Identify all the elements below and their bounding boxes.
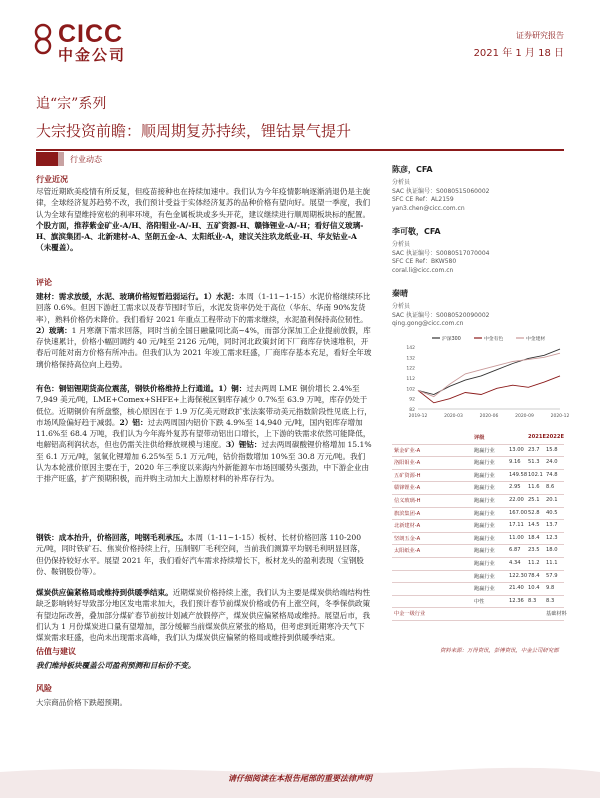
x-tick-label: 2020-06 <box>479 414 499 419</box>
table-row <box>392 508 564 520</box>
table-cell: 8.3 <box>528 597 537 604</box>
section-heading-valuation: 估值与建议 <box>36 647 76 656</box>
table-cell: 10.4 <box>528 585 540 592</box>
table-cell: 52.8 <box>528 509 540 516</box>
y-tick-label: 92 <box>409 397 415 403</box>
table-cell: 跑赢行业 <box>474 460 495 467</box>
metals-text-b: 过去两周国内铝价下跌 4.9%至 14,940 元/吨，国内铝库存增加 11.6%至 68.4 万吨，我们认为今年海外复苏有望带动铝出口增长，上下游的铁需求依然可能降低，电解铝高利润状态，但也仍需关注供给释放规模与速度。 <box>36 417 371 450</box>
table-cell: 跑赢行业 <box>474 535 495 542</box>
table-cell: 40.5 <box>546 509 558 516</box>
table-cell: 跑赢行业 <box>474 472 495 479</box>
metals-num2: 2）铝： <box>119 417 148 427</box>
table-cell: 122.30 <box>509 572 528 579</box>
author-sac: SAC 执证编号：S0080515060002 <box>392 187 490 195</box>
table-cell: 25.1 <box>528 497 540 503</box>
table-header-row <box>392 432 564 444</box>
table-row <box>392 608 567 620</box>
y-tick-label: 142 <box>406 346 415 351</box>
table-cell: 8.6 <box>546 484 555 491</box>
table-cell: 12.3 <box>546 534 558 541</box>
title-divider <box>36 149 564 151</box>
table-row <box>392 457 564 469</box>
review-para-steel <box>36 532 372 577</box>
metals-text-c: 过去两周碳酸锂价格增加 15.1%至 6.1 万元/吨，氢氧化锂增加 6.25%至 5.1 万元/吨，钴价指数增加 10%至 30.8 万元/吨。我们认为本轮涨价原因主要在于，2020 年三季度以来海内外新能源车市场回暖势头强劲，中下游企业由于排产旺盛，扩产预期积极，而并购主动加大上游原材料的补库存行为。 <box>36 440 372 484</box>
table-cell: 17.11 <box>509 522 524 529</box>
table-cell: 51.3 <box>528 459 540 466</box>
tag-marker <box>36 152 58 166</box>
legend-label: 中金建材 <box>526 337 546 342</box>
table-cell: 4.34 <box>509 560 521 566</box>
review-para-building <box>36 291 372 370</box>
section-heading-recent: 行业近况 <box>36 175 68 184</box>
table-cell: 中性 <box>474 598 485 605</box>
table-cell: 8.3 <box>546 597 555 604</box>
y-tick-label: 82 <box>409 408 415 413</box>
table-cell: 太阳纸业-A <box>394 548 421 555</box>
table-cell: 23.5 <box>528 547 540 554</box>
table-cell: 评级 <box>474 435 485 441</box>
tag-marker-light <box>58 152 64 166</box>
author-card <box>392 288 489 329</box>
table-row <box>392 558 564 570</box>
table-cell: 跑赢行业 <box>474 523 495 530</box>
table-cell: 9.8 <box>546 585 555 592</box>
table-cell: 跑赢行业 <box>474 573 495 580</box>
table-cell: 102.1 <box>528 471 543 478</box>
review-para-coal <box>36 587 372 643</box>
table-cell: 跑赢行业 <box>474 561 495 567</box>
metals-num3: 3）锂钴： <box>225 440 262 450</box>
table-cell: 2021E <box>528 434 546 440</box>
table-row <box>392 571 564 583</box>
report-date: 2021 年 1 月 18 日 <box>473 48 564 59</box>
recent-paragraph <box>36 186 372 254</box>
legend-label: 中金有色 <box>484 337 504 342</box>
table-row <box>392 533 564 545</box>
logo-text-en: CICC <box>58 20 124 48</box>
table-rule <box>392 620 564 621</box>
series-line-3 <box>418 353 560 396</box>
y-tick-label: 102 <box>406 387 415 393</box>
steel-lead: 钢铁：成本抬升，价格回落，吨钢毛利承压。 <box>36 533 188 542</box>
right-source-note: 资料来源：万得资讯，彭博资讯，中金公司研究部 <box>440 648 559 654</box>
metals-num1: 1）铜： <box>218 384 247 393</box>
author-role: 分析员 <box>392 303 411 310</box>
building-num2: 2）玻璃： <box>36 325 72 335</box>
table-row <box>392 445 564 457</box>
table-cell: 跑赢行业 <box>474 586 495 593</box>
table-cell: 57.9 <box>546 572 558 579</box>
table-row <box>392 495 564 507</box>
steel-text: 本周（1-11~1-15）板材、长材价格回落 110-200 元/吨，同时铁矿石、焦炭价格持续上行，压制钢厂毛利空间，当前我们测算平均钢毛利明显回落，但仍保持较好水平。展望 2021 年，我们看好汽车需求持续增长下，板材龙头的盈利表现（宝钢股份、鞍钢股份等）。 <box>36 533 366 576</box>
table-cell: 坚朗五金-A <box>394 535 421 542</box>
table-row <box>392 583 564 595</box>
table-cell: 旗滨集团-A <box>394 510 421 517</box>
table-cell: 赣锋锂业-A <box>394 485 421 492</box>
table-row <box>392 482 564 494</box>
table-cell: 跑赢行业 <box>474 447 495 454</box>
picks-label: 个股方面， <box>36 220 74 230</box>
table-cell: 紫金矿业-A <box>394 447 421 454</box>
table-cell: 21.40 <box>509 585 524 592</box>
author-sac: SAC 执证编号：S0080520090002 <box>392 311 490 319</box>
table-cell: 24.0 <box>546 459 558 466</box>
risk-text: 大宗商品价格下跌超预期。 <box>36 698 128 707</box>
building-lead: 建材：需求放缓，水泥、玻璃价格短暂趋弱运行。 <box>36 292 204 301</box>
table-cell: 18.0 <box>546 547 558 554</box>
y-tick-label: 112 <box>406 377 415 382</box>
author-sfc: SFC CE Ref：AL2159 <box>392 196 454 203</box>
author-sfc: SFC CE Ref：BKW580 <box>392 258 457 265</box>
table-row <box>392 520 564 532</box>
y-tick-label: 132 <box>406 356 415 362</box>
table-cell: 78.4 <box>528 572 540 579</box>
x-tick-label: 2019-12 <box>408 414 428 419</box>
table-cell: 11.00 <box>509 534 524 541</box>
footer-disclaimer: 请仔细阅读在本报告尾部的重要法律声明 <box>228 774 372 783</box>
recent-text: 尽管近期欧美疫情有所反复，但疫苗接种也在持续加速中。我们认为今年疫情影响逐渐消退仍是主旋律，全球经济复苏趋势不改，我们预计受益于实体经济复苏的品种价格有望向好。展望一季度，我们认为全球有望维持宽松的利率环境，有色金属板块或多头开花，建议继续进行顺周期板块标的配置。 <box>36 187 371 219</box>
table-cell: 15.8 <box>546 446 558 453</box>
table-cell: 149.58 <box>509 471 528 478</box>
table-cell: 23.7 <box>528 446 540 453</box>
table-cell: 11.2 <box>528 560 540 566</box>
author-email[interactable]: qing.gong@cicc.com.cn <box>392 320 464 327</box>
table-cell: 跑赢行业 <box>474 548 495 555</box>
author-card <box>392 226 489 275</box>
performance-chart <box>392 333 570 423</box>
coal-text: 近期煤炭价格持续上涨，我们认为主要是煤炭供给端结构性缺乏影响转好导致部分地区发电需求加大，我们预计春节前煤炭价格或仍有上涨空间，冬季保供政策有望边际改善，叠加部分煤矿春节前按计划减产放假停产，煤炭供应偏紧格局或维持。展望后市，我们认为 1 月份煤炭进口量有望增加，部分缓解当前煤炭供应紧张的格局，但考虑到近期寒冷天气下煤炭需求旺盛，也尚未出现需求高峰，我们认为煤炭供应偏紧的格局或维持到供暖季结束。 <box>36 588 371 643</box>
table-cell: 74.8 <box>546 471 558 478</box>
author-name: 陈彦，CFA <box>392 165 433 174</box>
table-cell: 11.1 <box>546 560 558 566</box>
table-cell: 北新建材-A <box>394 523 421 530</box>
section-heading-review: 评论 <box>36 278 52 287</box>
series-line-1 <box>418 349 560 394</box>
metals-text-a: 过去两周 LME 铜价增长 2.4%至 7,949 美元/吨，LME+Comex+SHFE+上海保税区铜库存减少 0.7%至 63.9 万吨，库存仍处于低位。近期铜价有所盘整，核心原因在于 1.9 万亿美元财政扩张法案带动美元指数阶段性见底上行，市场风险偏好趋于减弱。 <box>36 384 372 427</box>
table-cell: 中金一级行业 <box>394 611 426 618</box>
x-tick-label: 2020-03 <box>444 414 463 419</box>
table-cell: 13.7 <box>546 522 558 529</box>
building-text-a: 本周（1-11~1-15）水泥价格继续环比回落 0.6%。但因下游赶工需求以及春节囤时节后，水泥发货率仍处于高位（华东、华南 90%发货率），熟料价格仍未降价。我们看好 2021 年重点工程带动下的需求继续，水泥盈利保持高位韧性。 <box>36 292 371 324</box>
report-type: 证券研究报告 <box>516 31 564 40</box>
table-cell: 11.6 <box>528 484 540 491</box>
table-cell: 跑赢行业 <box>474 498 495 504</box>
author-role: 分析员 <box>392 179 411 186</box>
cicc-logo-mark-icon <box>32 22 54 56</box>
author-role: 分析员 <box>392 241 411 248</box>
building-num1: 1）水泥： <box>203 292 239 301</box>
table-cell: 跑赢行业 <box>474 485 495 492</box>
series-line-2 <box>418 376 560 403</box>
table-cell: 6.87 <box>509 547 521 554</box>
coal-lead: 煤炭供应偏紧格局或维持到供暖季结束。 <box>36 588 173 597</box>
legend-label: 沪深300 <box>442 337 461 342</box>
table-cell: 洛阳钼业-A <box>394 460 421 467</box>
table-cell: 9.16 <box>509 459 521 466</box>
x-tick-label: 2020-09 <box>515 414 534 419</box>
building-text-b: 1 月寒潮下需求回落，同时当前全国日融量同比高~4%，而部分深加工企业提前放假，库存快速累计，价格小幅回调约 40 元/吨至 2126 元/吨，同时河北政策封闭下厂商库存快速堆积，开春后可能对南方价格有所冲击。但我们认为 2021 年竣工需求旺盛，厂商库存基本充足，看好全年玻璃价格保持高位向上趋势。 <box>36 325 372 369</box>
table-row <box>392 545 564 557</box>
logo-text-cn: 中金公司 <box>58 46 127 64</box>
table-cell: 22.00 <box>509 497 524 503</box>
y-tick-label: 122 <box>406 366 415 372</box>
table-cell: 13.00 <box>509 446 524 453</box>
review-para-metals <box>36 383 372 485</box>
picks-text: 推荐紫金矿业-A/H、洛阳钼业-A/-H、五矿资源-H、赣锋锂业-A/-H；看好信义玻璃-H、旗滨集团-A、北新建材-A、坚朗五金-A、太阳纸业-A，建议关注玖龙纸业-H、华友钴业-A（未覆盖）。 <box>36 220 364 253</box>
section-heading-risk: 风险 <box>36 684 52 693</box>
table-cell: 2.95 <box>509 484 521 491</box>
valuation-text: 我们维持板块覆盖公司盈利预测和目标价不变。 <box>36 661 196 670</box>
report-title: 大宗投资前瞻：顺周期复苏持续，锂钴景气提升 <box>36 122 352 140</box>
table-cell: 五矿资源-H <box>394 472 421 479</box>
table-cell: 18.4 <box>528 534 540 541</box>
table-cell: 跑赢行业 <box>474 510 495 517</box>
table-row <box>392 470 564 482</box>
author-card <box>392 164 489 213</box>
table-cell: 12.36 <box>509 597 524 604</box>
table-cell: 基础材料 <box>546 611 567 618</box>
author-name: 李可敬，CFA <box>392 227 441 236</box>
x-tick-label: 2020-12 <box>550 414 570 419</box>
series-title: 追“宗”系列 <box>36 96 107 112</box>
author-email[interactable]: coral.li@cicc.com.cn <box>392 266 454 274</box>
author-sac: SAC 执证编号：S0080517070004 <box>392 249 490 257</box>
report-tag: 行业动态 <box>70 155 102 164</box>
table-cell: 信义玻璃-H <box>394 498 421 504</box>
table-cell: 167.00 <box>509 509 528 516</box>
author-email[interactable]: yan3.chen@cicc.com.cn <box>392 204 465 212</box>
table-cell: 2022E <box>546 434 564 440</box>
author-name: 秦晴 <box>392 289 408 298</box>
table-cell: 20.1 <box>546 497 558 503</box>
table-row <box>392 596 564 608</box>
table-cell: 14.5 <box>528 522 540 529</box>
metals-lead: 有色：铜铝锂期货高位震荡，钢铁价格维持上行通道。 <box>36 384 219 393</box>
